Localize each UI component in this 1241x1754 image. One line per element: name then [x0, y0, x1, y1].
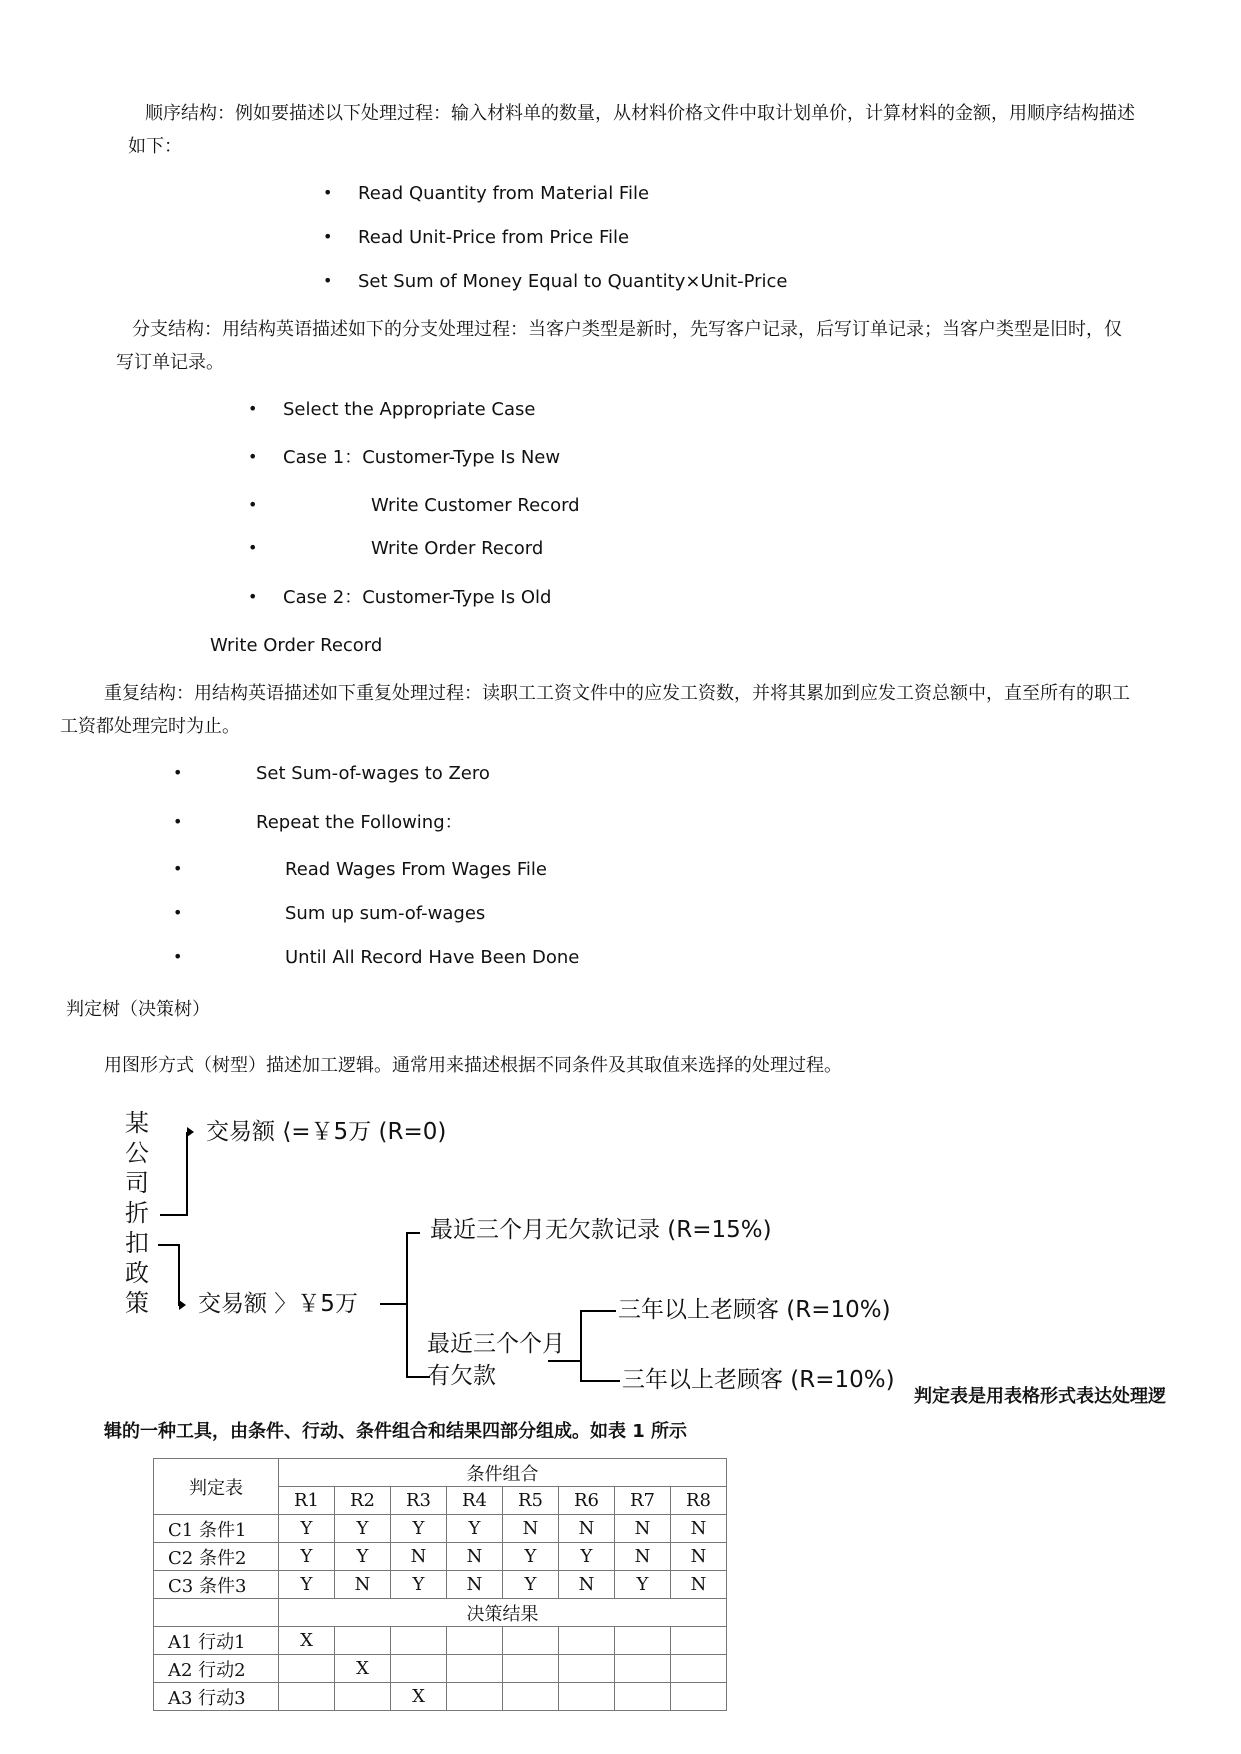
- rule-header: R2: [335, 1487, 391, 1515]
- table-cell: [335, 1683, 391, 1711]
- table-row: [154, 1627, 727, 1655]
- table-cell: X: [279, 1627, 335, 1655]
- table-cell: Y: [335, 1543, 391, 1571]
- repeat-item: Read Wages From Wages File: [285, 859, 547, 880]
- decision-table: [153, 1458, 727, 1711]
- tree-root-char: 扣: [125, 1229, 149, 1257]
- condition-combination-header: 条件组合: [279, 1459, 727, 1487]
- repeat-item: Repeat the Following：: [256, 812, 463, 833]
- bullet: •: [323, 271, 333, 290]
- branch-item: Write Customer Record: [371, 495, 580, 516]
- tree-branch2a-label: 最近三个月无欠款记录 (R=15%): [430, 1217, 772, 1243]
- bullet: •: [173, 859, 183, 878]
- sequence-intro-line2: 如下：: [128, 136, 182, 157]
- tree-arrow: [179, 1300, 186, 1310]
- tree-root-char: 策: [125, 1289, 149, 1317]
- table-row: [154, 1655, 727, 1683]
- rule-header: R5: [503, 1487, 559, 1515]
- tree-line: [186, 1132, 188, 1216]
- branch-item: Case 2：Customer-Type Is Old: [283, 587, 552, 608]
- table-cell: [559, 1683, 615, 1711]
- table-cell: [503, 1627, 559, 1655]
- table-cell: [447, 1683, 503, 1711]
- table-cell: [671, 1655, 727, 1683]
- repeat-item: Until All Record Have Been Done: [285, 947, 580, 968]
- bullet: •: [248, 399, 258, 418]
- table-empty-cell: [154, 1599, 279, 1627]
- rule-header: R8: [671, 1487, 727, 1515]
- table-cell: [391, 1627, 447, 1655]
- bullet: •: [323, 227, 333, 246]
- tree-leaf1-label: 三年以上老顾客 (R=10%): [618, 1297, 891, 1323]
- tree-line: [580, 1310, 582, 1382]
- table-cell: X: [391, 1683, 447, 1711]
- tree-leaf2-label: 三年以上老顾客 (R=10%): [622, 1367, 895, 1393]
- branch-trailing: Write Order Record: [210, 635, 383, 656]
- table-cell: Y: [615, 1571, 671, 1599]
- tree-root-char: 某: [125, 1109, 149, 1137]
- table-cell: [615, 1683, 671, 1711]
- tree-line: [406, 1232, 420, 1234]
- table-cell: N: [447, 1543, 503, 1571]
- table-cell: [447, 1627, 503, 1655]
- table-cell: N: [559, 1515, 615, 1543]
- bullet: •: [248, 538, 258, 557]
- table-cell: [503, 1683, 559, 1711]
- decision-table-intro-line2: 辑的一种工具，由条件、行动、条件组合和结果四部分组成。如表 1 所示: [104, 1421, 688, 1442]
- table-cell: Y: [391, 1515, 447, 1543]
- repeat-item: Set Sum-of-wages to Zero: [256, 763, 490, 784]
- decision-table-intro-line1: 判定表是用表格形式表达处理逻: [914, 1386, 1166, 1407]
- table-cell: N: [615, 1515, 671, 1543]
- table-row: [154, 1683, 727, 1711]
- decision-tree-description: 用图形方式（树型）描述加工逻辑。通常用来描述根据不同条件及其取值来选择的处理过程。: [104, 1055, 842, 1076]
- branch-item: Write Order Record: [371, 538, 544, 559]
- table-cell: [671, 1627, 727, 1655]
- rule-header: R6: [559, 1487, 615, 1515]
- table-cell: [279, 1655, 335, 1683]
- sequence-intro-line1: 顺序结构：例如要描述以下处理过程：输入材料单的数量，从材料价格文件中取计划单价，计算材料的金额，用顺序结构描述: [145, 103, 1135, 124]
- tree-arrow: [187, 1127, 194, 1137]
- action-label: A3 行动3: [154, 1683, 279, 1711]
- bullet: •: [248, 495, 258, 514]
- table-cell: Y: [279, 1515, 335, 1543]
- table-cell: N: [671, 1571, 727, 1599]
- table-cell: [503, 1655, 559, 1683]
- table-corner: 判定表: [154, 1459, 279, 1515]
- tree-branch2-label: 交易额 〉￥5万: [198, 1291, 358, 1317]
- table-cell: Y: [391, 1571, 447, 1599]
- repeat-intro-line2: 工资都处理完时为止。: [60, 716, 240, 737]
- tree-line: [160, 1214, 188, 1216]
- bullet: •: [173, 763, 183, 782]
- bullet: •: [173, 903, 183, 922]
- branch-item: Case 1：Customer-Type Is New: [283, 447, 561, 468]
- bullet: •: [173, 812, 183, 831]
- table-cell: [559, 1655, 615, 1683]
- table-cell: [671, 1683, 727, 1711]
- tree-branch2b-line2: 有欠款: [427, 1363, 496, 1389]
- bullet: •: [323, 183, 333, 202]
- table-cell: N: [335, 1571, 391, 1599]
- action-label: A2 行动2: [154, 1655, 279, 1683]
- branch-intro-line1: 分支结构：用结构英语描述如下的分支处理过程：当客户类型是新时，先写客户记录，后写订单记录；当客户类型是旧时，仅: [132, 319, 1122, 340]
- branch-intro-line2: 写订单记录。: [116, 352, 224, 373]
- tree-root-char: 公: [125, 1139, 149, 1167]
- rule-header: R4: [447, 1487, 503, 1515]
- tree-branch2b-line1: 最近三个个月: [427, 1331, 565, 1357]
- sequence-item: Set Sum of Money Equal to Quantity×Unit-Price: [358, 271, 788, 292]
- condition-label: C3 条件3: [154, 1571, 279, 1599]
- table-row: [154, 1459, 727, 1487]
- sequence-item: Read Unit-Price from Price File: [358, 227, 630, 248]
- table-cell: Y: [503, 1571, 559, 1599]
- decision-tree-heading: 判定树（决策树）: [66, 999, 210, 1020]
- table-cell: N: [503, 1515, 559, 1543]
- table-cell: N: [615, 1543, 671, 1571]
- table-cell: [335, 1627, 391, 1655]
- rule-header: R3: [391, 1487, 447, 1515]
- table-cell: Y: [279, 1543, 335, 1571]
- tree-branch1-label: 交易额 ⟨=￥5万 (R=0): [206, 1119, 447, 1145]
- rule-header: R1: [279, 1487, 335, 1515]
- condition-label: C2 条件2: [154, 1543, 279, 1571]
- table-cell: N: [671, 1543, 727, 1571]
- tree-root-char: 政: [125, 1259, 149, 1287]
- tree-line: [548, 1360, 582, 1362]
- table-cell: [447, 1655, 503, 1683]
- table-cell: [559, 1627, 615, 1655]
- table-cell: Y: [559, 1543, 615, 1571]
- tree-line: [178, 1244, 180, 1306]
- bullet: •: [248, 587, 258, 606]
- table-cell: N: [391, 1543, 447, 1571]
- repeat-item: Sum up sum-of-wages: [285, 903, 486, 924]
- table-cell: Y: [447, 1515, 503, 1543]
- table-cell: [615, 1627, 671, 1655]
- decision-result-header: 决策结果: [279, 1599, 727, 1627]
- bullet: •: [173, 947, 183, 966]
- repeat-intro-line1: 重复结构：用结构英语描述如下重复处理过程：读职工工资文件中的应发工资数，并将其累加到应发工资总额中，直至所有的职工: [104, 683, 1130, 704]
- tree-line: [580, 1310, 616, 1312]
- table-cell: Y: [335, 1515, 391, 1543]
- action-label: A1 行动1: [154, 1627, 279, 1655]
- table-row: [154, 1543, 727, 1571]
- table-cell: X: [335, 1655, 391, 1683]
- table-cell: N: [447, 1571, 503, 1599]
- table-cell: [279, 1683, 335, 1711]
- table-cell: [391, 1655, 447, 1683]
- table-row: [154, 1571, 727, 1599]
- tree-line: [158, 1244, 180, 1246]
- sequence-item: Read Quantity from Material File: [358, 183, 650, 204]
- tree-line: [406, 1232, 408, 1378]
- tree-line: [580, 1380, 620, 1382]
- table-cell: Y: [503, 1543, 559, 1571]
- condition-label: C1 条件1: [154, 1515, 279, 1543]
- table-row: [154, 1599, 727, 1627]
- table-cell: Y: [279, 1571, 335, 1599]
- tree-line: [380, 1303, 408, 1305]
- table-row: [154, 1515, 727, 1543]
- tree-root-char: 折: [125, 1199, 149, 1227]
- table-cell: N: [671, 1515, 727, 1543]
- table-cell: [615, 1655, 671, 1683]
- table-cell: N: [559, 1571, 615, 1599]
- branch-item: Select the Appropriate Case: [283, 399, 536, 420]
- rule-header: R7: [615, 1487, 671, 1515]
- tree-root-char: 司: [125, 1169, 149, 1197]
- bullet: •: [248, 447, 258, 466]
